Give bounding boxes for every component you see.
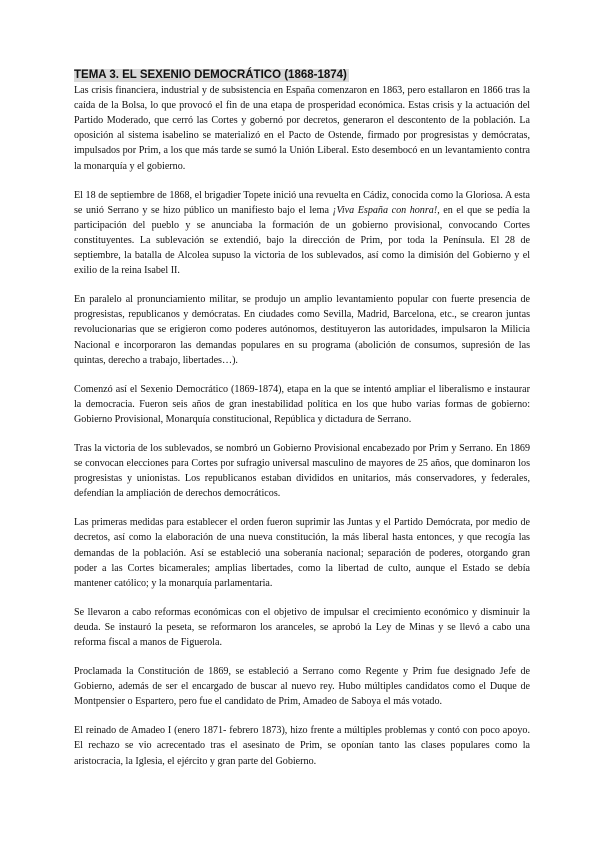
paragraph-3: En paralelo al pronunciamiento militar, se produjo un amplio levantamiento popular con fuerte presencia de progresistas, republicanos y demócratas. En ciudades como Sevilla, Madrid, Barcelona, etc., se crearon juntas revolucionarias que se erigieron como poderes autónomos, destituyeron las autoridades, impulsaron la Milicia Nacional e incorporaron las demandas populares en su programa (abolición de consumos, supresión de las quintas, derecho a trabajo, libertades…). (74, 294, 530, 366)
paragraph-2-after: , en el que se pedía la participación del pueblo y se anunciaba la formación de un gobierno provisional, convocando Cortes constituyentes. La sublevación se extendió, bajo la dirección de Prim, por toda la Península. El 28 de septiembre, la batalla de Alcolea supuso la victoria de los sublevados, así como la dimisión del Gobierno y el exilio de la reina Isabel II. (74, 204, 530, 277)
paragraph-2 (74, 188, 530, 279)
paragraph-9: El reinado de Amadeo I (enero 1871- febrero 1873), hizo frente a múltiples problemas y contó con poco apoyo. El rechazo se vio acrecentado tras el asesinato de Prim, se oponían tanto las clases populares como la aristocracia, la Iglesia, el ejército y gran parte del Gobierno. (74, 725, 530, 767)
paragraph-1: Las crisis financiera, industrial y de subsistencia en España comenzaron en 1863, pero estallaron en 1866 tras la caída de la Bolsa, lo que provocó el fin de una etapa de prosperidad económica. Estas crisis y la actuación del Partido Moderado, que cerró las Cortes y gobernó por decretos, generaron el descontento de la población. La oposición al sistema isabelino se materializó en el Pacto de Ostende, firmado por progresistas y demócratas, impulsados por Prim, a los que más tarde se sumó la Unión Liberal. Esto desembocó en un levantamiento contra la monarquía y el gobierno. (74, 85, 530, 172)
title-block (74, 68, 530, 83)
paragraph-7: Se llevaron a cabo reformas económicas con el objetivo de impulsar el crecimiento económico y disminuir la deuda. Se instauró la peseta, se reformaron los aranceles, se aprobó la Ley de Minas y se llevó a cabo una reforma fiscal a manos de Figuerola. (74, 606, 530, 648)
document-page (74, 68, 530, 783)
page-title: TEMA 3. EL SEXENIO DEMOCRÁTICO (1868-1874) (74, 69, 347, 81)
paragraph-6: Las primeras medidas para establecer el orden fueron suprimir las Juntas y el Partido Demócrata, por medio de decretos, así como la elaboración de una nueva constitución, la más liberal hasta entonces, y que recogía las demandas de la población. Así se estableció una soberanía nacional; separación de poderes, otorgando gran poder a las Cortes bicamerales; amplias libertades, como la libertad de culto, aunque el Estado se debía mantener católico; y la monarquía parlamentaria. (74, 517, 530, 589)
paragraph-5: Tras la victoria de los sublevados, se nombró un Gobierno Provisional encabezado por Prim y Serrano. En 1869 se convocan elecciones para Cortes por sufragio universal masculino de mayores de 25 años, que dominaron los progresistas y unionistas. Los republicanos estaban divididos en unitarios, más conservadores, y federales, defendían la ampliación de derechos democráticos. (74, 442, 530, 500)
slogan-italic: ¡Viva España con honra! (332, 204, 438, 216)
paragraph-8: Proclamada la Constitución de 1869, se estableció a Serrano como Regente y Prim fue designado Jefe de Gobierno, además de ser el encargado de buscar al nuevo rey. Hubo múltiples candidatos como el Duque de Montpensier o Espartero, pero fue el candidato de Prim, Amadeo de Saboya el más votado. (74, 666, 530, 708)
paragraph-4: Comenzó así el Sexenio Democrático (1869-1874), etapa en la que se intentó ampliar el liberalismo e instaurar la democracia. Fueron seis años de gran inestabilidad política en los que hubo varias formas de gobierno: Gobierno Provisional, Monarquía constitucional, República y dictadura de Serrano. (74, 383, 530, 425)
paragraph-2-before: El 18 de septiembre de 1868, el brigadier Topete inició una revuelta en Cádiz, conocida como la Gloriosa. A esta se unió Serrano y se hizo público un manifiesto bajo el lema (74, 189, 530, 216)
